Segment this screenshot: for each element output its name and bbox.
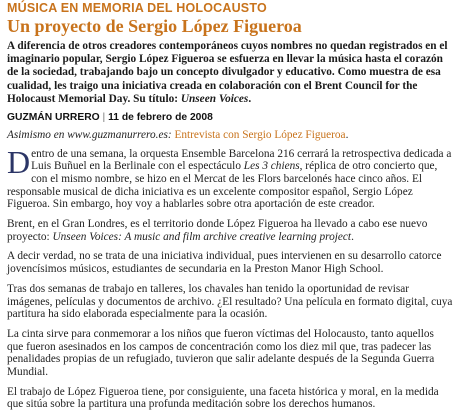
byline: [7, 111, 453, 125]
publish-date: 11 de febrero de 2008: [108, 112, 213, 124]
lead-paragraph: [7, 40, 453, 106]
author-name: GUZMÁN URRERO: [7, 112, 100, 124]
related-end: .: [345, 129, 349, 142]
section-label: MÚSICA EN MEMORIA DEL HOLOCAUSTO: [7, 1, 267, 15]
p1-italic-title: Les 3 chiens: [243, 160, 300, 173]
p2-italic-title: Unseen Voices: A music and film archive creative learning project: [52, 230, 352, 243]
related-label: Asimismo en www.guzmanurrero.es:: [7, 129, 172, 142]
lead-text: A diferencia de otros creadores contemporáneos cuyos nombres no quedan registrados en el imaginario popular, Sergio López Figueroa se esfuerza en llevar la música hasta el corazón de la sociedad, trabajando bajo un concepto divulgador y educativo. Como muestra de esa cualidad, les traigo una iniciativa creada en colaboración con el Brent Council for the Holocaust Memorial Day. Su título:: [7, 40, 448, 105]
related-link-line: [7, 129, 453, 143]
body-paragraph-4: Tras dos semanas de trabajo en talleres, los chavales han tenido la oportunidad de revisar imágenes, películas y documentos de archivo. ¿El resultado? Una película en formato digital, cuya partitura ha sido elaborada especialmente para la ocasión.: [7, 282, 453, 321]
body-paragraph-1: [7, 143, 453, 212]
p2-text-a: Brent, en el Gran Londres, es el territorio donde López Figueroa ha llevado a cabo ese nuevo proyecto:: [7, 218, 428, 243]
body-paragraph-2: [7, 218, 453, 243]
drop-cap: D: [7, 143, 31, 180]
article-headline: Un proyecto de Sergio López Figueroa: [7, 16, 302, 36]
p1-text-b: , réplica de otro concierto que, con el mismo nombre, se hizo en el Mercat de les Flors barcelonés hace cinco años. El responsable musical de dicha iniciativa es un excelente compositor español, Sergio López Figueroa. Sin embargo, hoy voy a hablarles sobre otra aportación de este creador.: [7, 160, 438, 211]
interview-link[interactable]: Entrevista con Sergio López Figueroa: [174, 129, 346, 142]
article-body: [7, 143, 453, 412]
body-paragraph-6: El trabajo de López Figueroa tiene, por consiguiente, una faceta histórica y moral, en la medida que sitúa sobre la partitura una profunda meditación sobre los derechos humanos.: [7, 385, 439, 411]
p2-text-b: .: [351, 230, 354, 243]
p1-text-a: entro de una semana, la orquesta Ensemble Barcelona 216 cerrará la retrospectiva dedicada a Luis Buñuel en la Berlinale con el espectáculo: [31, 147, 452, 173]
body-paragraph-5: La cinta sirve para conmemorar a los niños que fueron víctimas del Holocausto, tanto aquellos que fueron asesinados en los campos de concentración como los diez mil que, tras padecer las penalidades propias de un refugiado, tuvieron que salir adelante después de la Segunda Guerra Mundial.: [7, 327, 435, 379]
lead-end: .: [248, 92, 252, 105]
body-paragraph-3: A decir verdad, no se trata de una iniciativa individual, pues intervienen en su desarrollo catorce jovencísimos músicos, estudiantes de secundaria en la Preston Manor High School.: [7, 250, 442, 276]
byline-separator: |: [102, 112, 106, 124]
lead-title-italic: Unseen Voices: [180, 92, 249, 105]
